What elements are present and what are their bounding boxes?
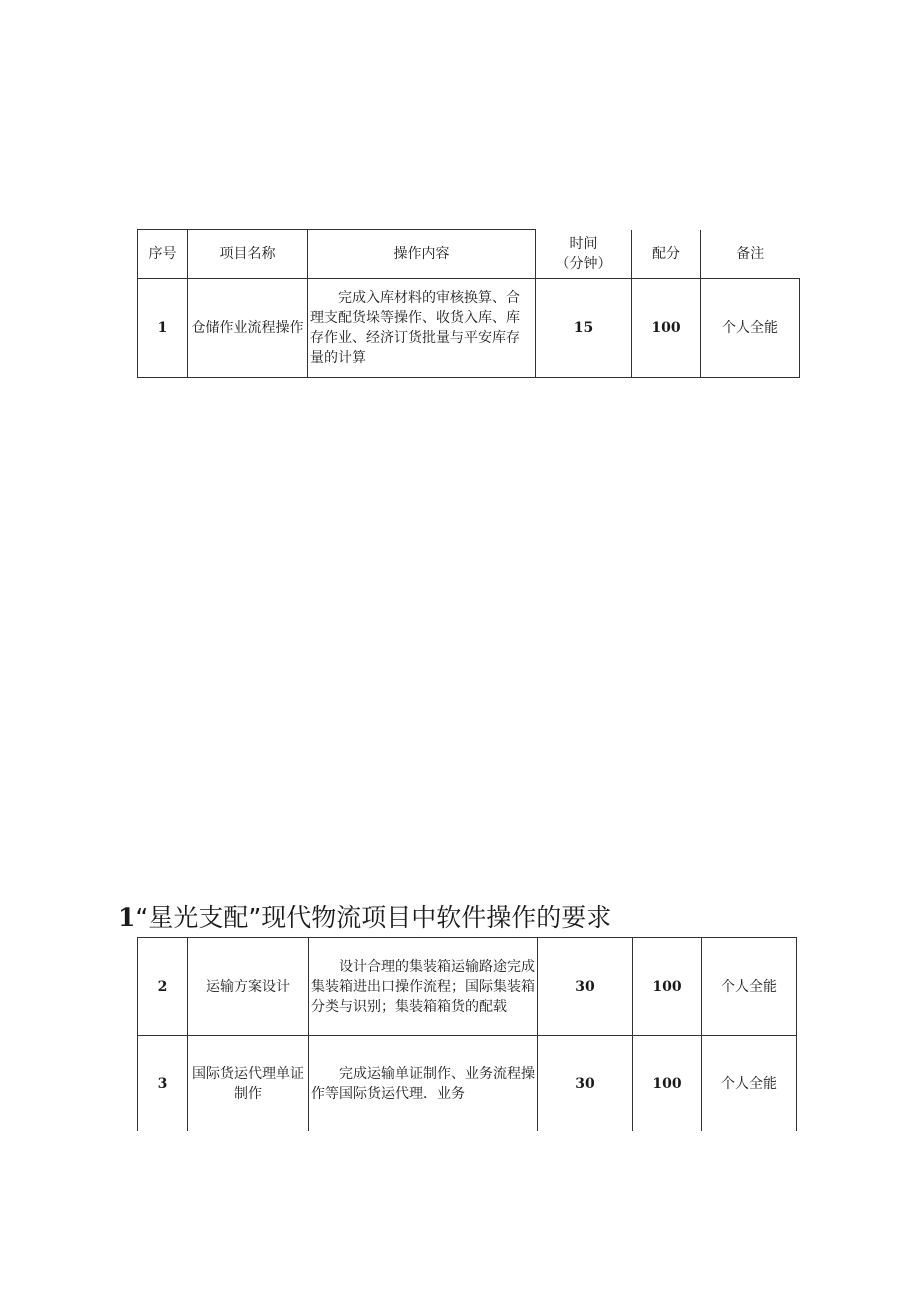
- header-note: 备注: [701, 230, 800, 279]
- row-project-name: 国际货运代理单证制作: [188, 1036, 309, 1132]
- row-project-name: 仓储作业流程操作: [188, 279, 308, 378]
- table-header-row: [138, 230, 800, 279]
- header-project-name: 项目名称: [188, 230, 308, 279]
- header-operation-content: 操作内容: [308, 230, 536, 279]
- table-row: [138, 1036, 797, 1132]
- row-operation-text: 设计合理的集装箱运输路途完成集装箱进出口操作流程；国际集装箱分类与识别；集装箱箱货的配载: [311, 958, 535, 1015]
- row-note: 个人全能: [702, 938, 797, 1036]
- row-seq: 3: [138, 1036, 188, 1132]
- row-time: 30: [538, 938, 633, 1036]
- row-project-name: 运输方案设计: [188, 938, 309, 1036]
- row-operation-text: 完成入库材料的审核换算、合理支配货垛等操作、收货入库、库存作业、经济订货批量与平安库存量的计算: [310, 290, 520, 366]
- section-title: “星光支配”现代物流项目中软件操作的要求: [135, 903, 612, 932]
- header-seq: 序号: [138, 230, 188, 279]
- row-operation-content: [308, 279, 536, 378]
- row-note: 个人全能: [702, 1036, 797, 1132]
- section-number: 1: [118, 903, 136, 932]
- row-operation-text: 完成运输单证制作、业务流程操作等国际货运代理．业务: [311, 1065, 535, 1102]
- row-operation-content: [309, 1036, 538, 1132]
- skills-table-1: [137, 229, 800, 378]
- row-seq: 2: [138, 938, 188, 1036]
- row-score: 100: [633, 938, 702, 1036]
- row-score: 100: [633, 1036, 702, 1132]
- row-time: 30: [538, 1036, 633, 1132]
- row-note: 个人全能: [701, 279, 800, 378]
- row-score: 100: [632, 279, 701, 378]
- row-time: 15: [536, 279, 632, 378]
- header-score: 配分: [632, 230, 701, 279]
- row-seq: 1: [138, 279, 188, 378]
- section-heading: [118, 898, 611, 938]
- table-row: [138, 938, 797, 1036]
- table-row: [138, 279, 800, 378]
- row-operation-content: [309, 938, 538, 1036]
- skills-table-2: [137, 937, 797, 1131]
- header-time: 时间 （分钟）: [536, 230, 632, 279]
